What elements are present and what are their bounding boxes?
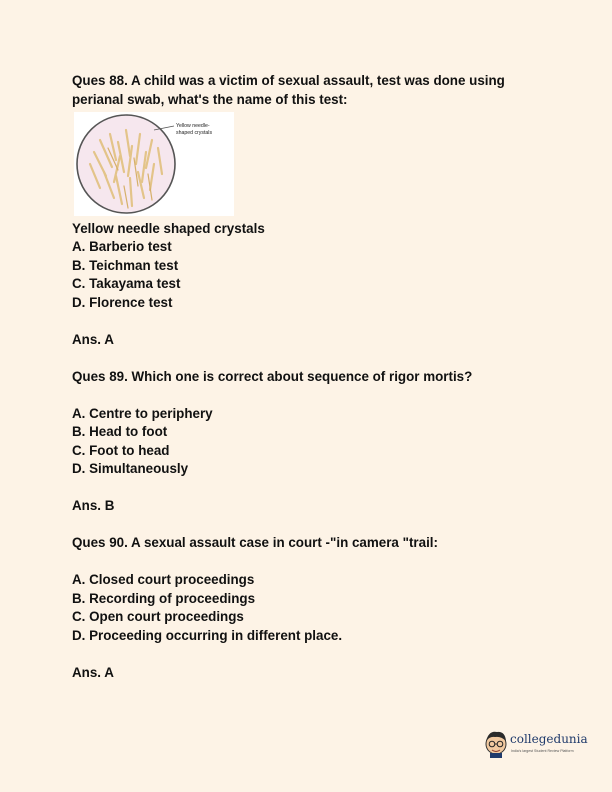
q88-question-line2: perianal swab, what's the name of this test: [72, 92, 348, 107]
brand-tagline: India's largest Student Review Platform [511, 749, 574, 753]
q89-answer: Ans. B [72, 498, 115, 513]
q90-option-a: A. Closed court proceedings [72, 572, 255, 587]
q90-answer: Ans. A [72, 665, 114, 680]
q88-answer: Ans. A [72, 332, 114, 347]
q88-option-d: D. Florence test [72, 295, 173, 310]
q89-option-c: C. Foot to head [72, 443, 170, 458]
q88-option-c: C. Takayama test [72, 276, 181, 291]
q88-option-a: A. Barberio test [72, 239, 172, 254]
q90-option-c: C. Open court proceedings [72, 609, 244, 624]
q89-option-a: A. Centre to periphery [72, 406, 213, 421]
brand-name: collegedunia [510, 732, 588, 746]
figure-label-line2: shaped crystals [176, 130, 213, 136]
q89-option-d: D. Simultaneously [72, 461, 189, 476]
q89-option-b: B. Head to foot [72, 424, 168, 439]
mascot-icon [483, 728, 509, 758]
q89-question: Ques 89. Which one is correct about sequence of rigor mortis? [72, 369, 473, 384]
crystals-illustration [74, 112, 234, 216]
q88-question-line1: Ques 88. A child was a victim of sexual assault, test was done using [72, 73, 505, 88]
q90-option-d: D. Proceeding occurring in different place. [72, 628, 343, 643]
needle-crystals-figure [74, 112, 234, 216]
collegedunia-logo [483, 727, 593, 759]
q90-question: Ques 90. A sexual assault case in court -"in camera "trail: [72, 535, 438, 550]
q88-caption: Yellow needle shaped crystals [72, 221, 265, 236]
figure-label-line1: Yellow needle- [176, 123, 210, 129]
q88-option-b: B. Teichman test [72, 258, 179, 273]
q90-option-b: B. Recording of proceedings [72, 591, 256, 606]
